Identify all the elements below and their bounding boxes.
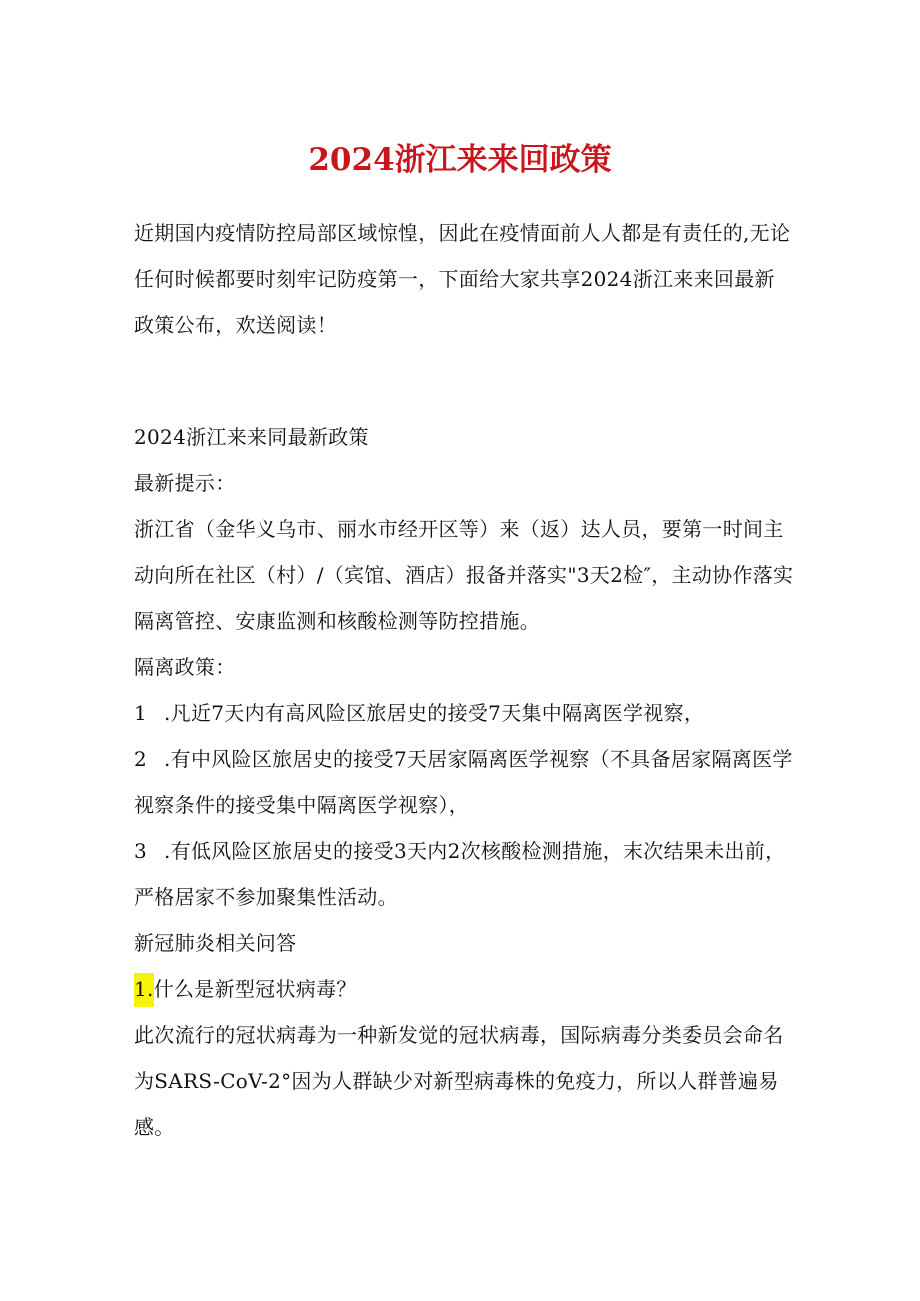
section-heading: 2024浙江来来同最新政策 bbox=[134, 425, 369, 449]
document-title: 2024浙江来来回政策 bbox=[308, 142, 612, 178]
tip-paragraph: 浙江省（金华义乌市、丽水市经开区等）来（返）达人员，要第一时间主动向所在社区（村）/（宾馆、酒店）报备并落实"3天2检″，主动协作落实隔离管控、安康监测和核酸检测等防控措施。 bbox=[134, 517, 794, 633]
policy-item-number: 3 bbox=[134, 839, 148, 863]
document-body bbox=[134, 210, 794, 1150]
policy-item-number: 1 bbox=[134, 701, 148, 725]
intro-paragraph: 近期国内疫情防控局部区域惊惶，因此在疫情面前人人都是有责任的,无论任何时候都要时刻牢记防疫第一，下面给大家共享2024浙江来来回最新政策公布，欢送阅读！ bbox=[134, 221, 791, 337]
policy-item-1 bbox=[134, 690, 794, 736]
qa-question-text: 什么是新型冠状病毒？ bbox=[153, 977, 357, 1001]
policy-item-number: 2 bbox=[134, 747, 148, 771]
policy-item-3 bbox=[134, 828, 794, 920]
tip-label: 最新提示： bbox=[134, 471, 236, 495]
policy-item-2 bbox=[134, 736, 794, 828]
qa-number-highlight: 1. bbox=[134, 973, 154, 1007]
qa-question bbox=[134, 966, 794, 1012]
policy-item-text: .凡近7天内有高风险区旅居史的接受7天集中隔离医学视察， bbox=[164, 701, 705, 725]
quarantine-label: 隔离政策： bbox=[134, 655, 236, 679]
qa-answer: 此次流行的冠状病毒为一种新发觉的冠状病毒，国际病毒分类委员会命名为SARS-CoV-2°因为人群缺少对新型病毒株的免疫力，所以人群普遍易感。 bbox=[134, 1023, 784, 1139]
policy-item-text: .有低风险区旅居史的接受3天内2次核酸检测措施，末次结果未出前，严格居家不参加聚集性活动。 bbox=[134, 839, 786, 909]
policy-item-text: .有中风险区旅居史的接受7天居家隔离医学视察（不具备居家隔离医学视察条件的接受集中隔离医学视察）， bbox=[134, 747, 793, 817]
qa-heading: 新冠肺炎相关问答 bbox=[134, 931, 297, 955]
